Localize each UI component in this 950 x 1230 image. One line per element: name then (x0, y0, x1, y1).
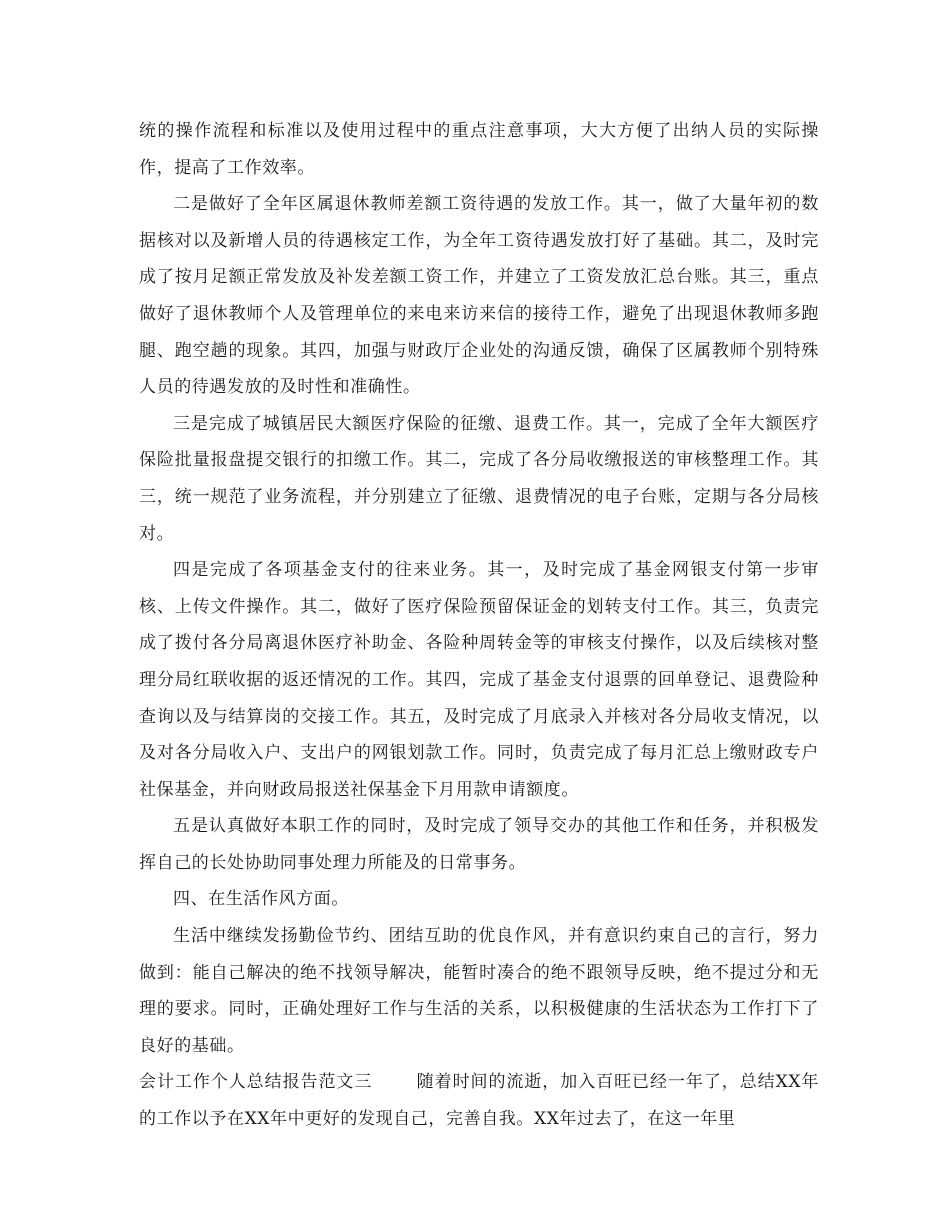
paragraph-lifestyle: 生活中继续发扬勤俭节约、团结互助的优良作风，并有意识约束自己的言行，努力做到：能自己解决的绝不找领导解决，能暂时凑合的绝不跟领导反映，绝不提过分和无理的要求。同时，正确处理好工作与生活的关系，以积极健康的生活状态为工作打下了良好的基础。 (139, 926, 819, 1056)
paragraph-continuation: 统的操作流程和标准以及使用过程中的重点注意事项，大大方便了出纳人员的实际操作，提高了工作效率。 (139, 121, 819, 178)
paragraph-other-tasks: 五是认真做好本职工作的同时，及时完成了领导交办的其他工作和任务，并积极发挥自己的长处协助同事处理力所能及的日常事务。 (139, 816, 819, 873)
paragraph-fund-payments: 四是完成了各项基金支付的往来业务。其一，及时完成了基金网银支付第一步审核、上传文件操作。其二，做好了医疗保险预留保证金的划转支付工作。其三，负责完成了拨付各分局离退休医疗补助金、各险种周转金等的审核支付操作，以及后续核对整理分局红联收据的返还情况的工作。其四，完成了基金支付退票的回单登记、退费险种查询以及与结算岗的交接工作。其五，及时完成了月底录入并核对各分局收支情况，以及对各分局收入户、支出户的网银划款工作。同时，负责完成了每月汇总上缴财政专户社保基金，并向财政局报送社保基金下月用款申请额度。 (139, 560, 819, 800)
document-body (139, 113, 819, 1138)
section-heading-lifestyle: 四、在生活作风方面。 (173, 889, 349, 910)
paragraph-retired-teachers-salary: 二是做好了全年区属退休教师差额工资待遇的发放工作。其一，做了大量年初的数据核对以及新增人员的待遇核定工作，为全年工资待遇发放打好了基础。其二，及时完成了按月足额正常发放及补发差额工资工作，并建立了工资发放汇总台账。其三，重点做好了退休教师个人及管理单位的来电来访来信的接待工作，避免了出现退休教师多跑腿、跑空趟的现象。其四，加强与财政厅企业处的沟通反馈，确保了区属教师个别特殊人员的待遇发放的及时性和准确性。 (139, 194, 819, 398)
closing-text: 随着时间的流逝，加入百旺已经一年了，总结XX年的工作以予在XX年中更好的发现自己，完善自我。XX年过去了，在这一年里 (139, 1072, 819, 1130)
paragraph-closing (139, 1064, 819, 1137)
report-title-heading: 会计工作个人总结报告范文三 (139, 1072, 373, 1093)
paragraph-medical-insurance: 三是完成了城镇居民大额医疗保险的征缴、退费工作。其一，完成了全年大额医疗保险批量报盘提交银行的扣缴工作。其二，完成了各分局收缴报送的审核整理工作。其三，统一规范了业务流程，并分别建立了征缴、退费情况的电子台账，定期与各分局核对。 (139, 413, 819, 544)
